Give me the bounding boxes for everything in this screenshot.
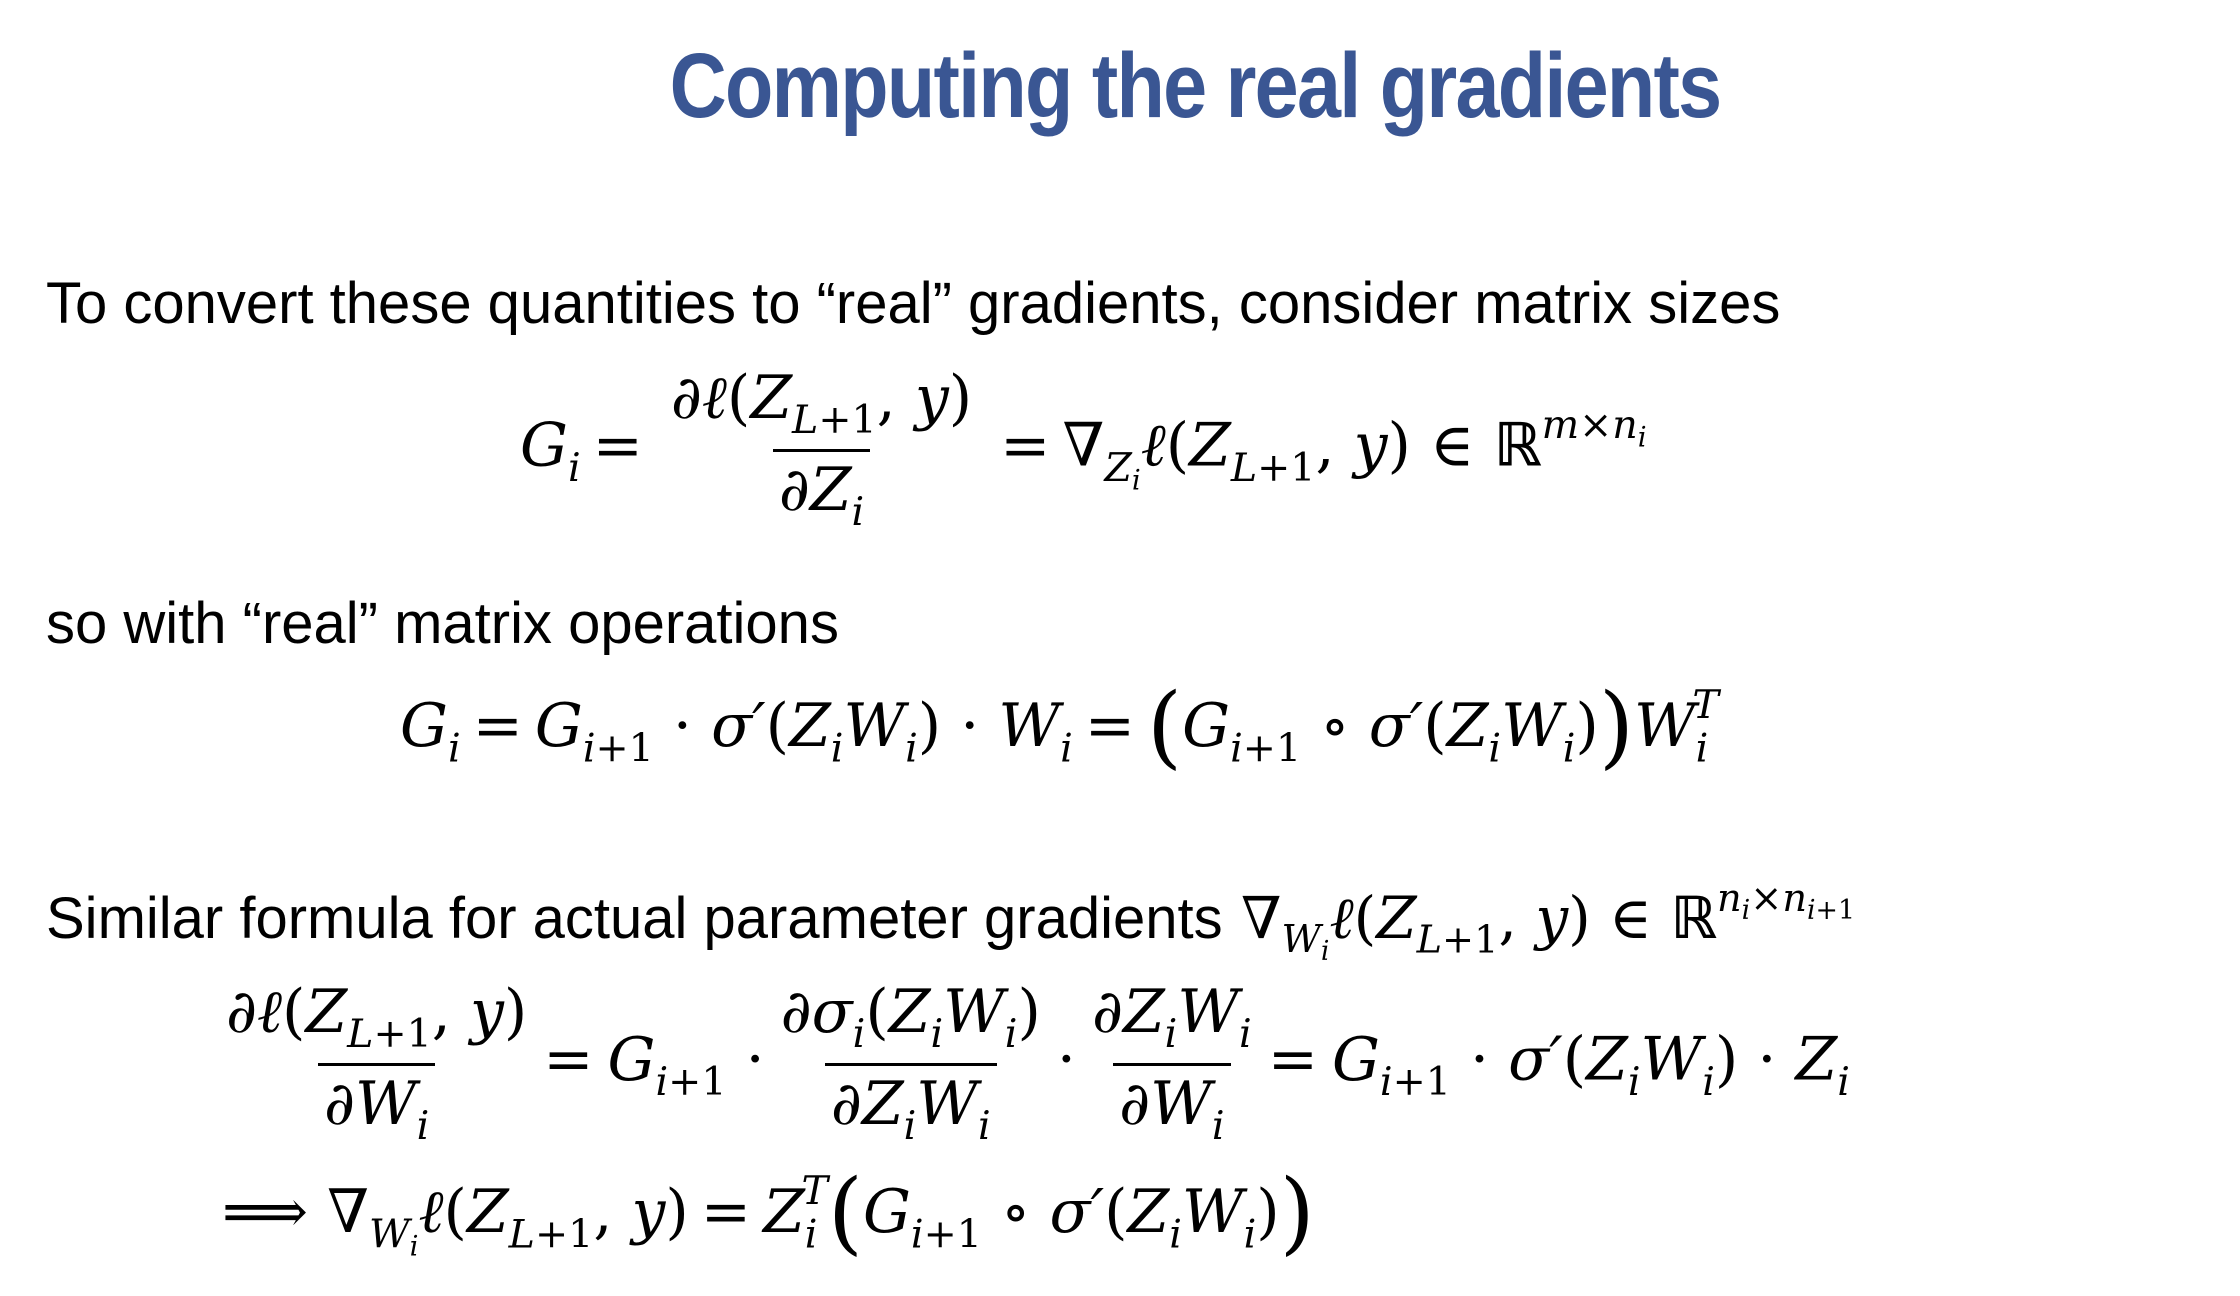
equation-implication: ⟹ $\nabla_{W_i}\ell(Z_{L+1}$, $y) = Z_i^T(G_{i+1}$ ∘ $\sigma'(Z_iW_i)$) — [222, 1160, 1315, 1265]
equation-gradient-definition: $G_i$ = $\frac{\partial\ell(Z_{L+1}, y)}{\partial Z_i}$ = $\nabla_{Z_i}\ell(Z_{L+1}$, y) ∈ ℝ$^{m\times n_i}$ — [520, 363, 1647, 535]
parameter-gradient-notation: $\nabla_{W_i}\ell(Z_{L+1}$, y) ∈ ℝ$^{n_i\times n_{i+1}}$ — [1222, 876, 1856, 968]
slide-title: Computing the real gradients — [669, 35, 1721, 137]
operations-text: so with “real” matrix operations — [46, 591, 839, 656]
equation-matrix-operations: $G_i = G_{i+1} \cdot \sigma'(Z_iW_i) \cdot W_i = (G_{i+1}$ ∘ $\sigma'(Z_iW_i))W_i^T$ — [400, 674, 1719, 779]
parameter-gradients-text — [46, 876, 1856, 968]
intro-text: To convert these quantities to “real” gradients, consider matrix sizes — [46, 271, 1781, 336]
parameter-gradients-label: Similar formula for actual parameter gradients — [46, 885, 1223, 951]
equation-parameter-gradient: $\frac{\partial\ell(Z_{L+1}, y)}{\partial W_i}$ = $G_{i+1}$ · $\frac{\partial\sigma_i(Z_iW_i)}{\partial Z_iW_i}$ · $\frac{\partial Z_iW_i}{\partial W_i}$ = $G_{i+1} \cdot \sigma'(Z_iW_i) \cdot Z_i$ — [226, 977, 1850, 1149]
